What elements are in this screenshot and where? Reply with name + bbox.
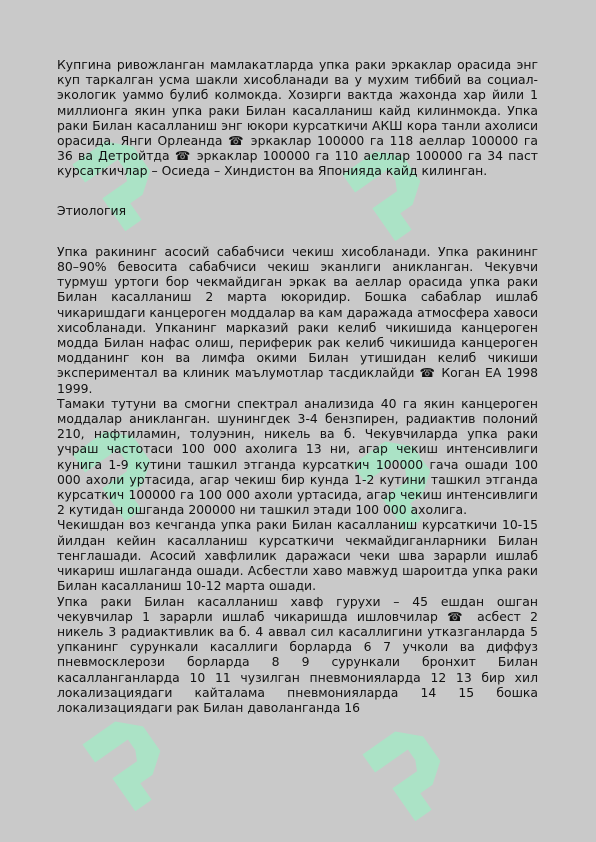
- paragraph-3: Чекишдан воз кечганда упка раки Билан касалланиш курсаткичи 10-15 йилдан кейин касалланиш курсаткичи чекмайдиганларники Билан тенглашади. Асосий хавфлилик даражаси чеки шва зарарли ишлаб чикариш ишлаганда ошади. Асбестли хаво мавжуд шароитда упка раки Билан касалланиш 10-12 марта ошади.: [57, 517, 538, 594]
- document-body: [57, 57, 538, 715]
- watermark-shape-6: [362, 720, 460, 824]
- paragraph-4: Упка раки Билан касалланиш хавф гурухи – 45 ешдан ошган чекувчилар 1 зарарли ишлаб чикаришда ишловчилар ☎ асбест 2 никель 3 радиактивлик ва б. 4 аввал сил касаллигини утказганларда 5 упканинг сурункали касаллиги борларда 6 7 учколи ва диффуз пневмосклерози борларда 8 9 сурункали бронхит Билан касалланганларда 10 11 чузилган пневмонияларда 12 13 бир хил локализациядаги кайталама пневмонияларда 14 15 бошка локализациядаги рак Билан даволанганда 16: [57, 593, 538, 715]
- watermark-shape-5: [82, 710, 180, 814]
- intro-paragraph: Купгина ривожланган мамлакатларда упка раки эркаклар орасида энг куп таркалган усма шакли хисобланади ва у мухим тиббий ва социал-экологик уаммо булиб колмокда. Хозирги вактда жахонда хар йили 1 миллионга якин упка раки Билан касалланиш кайд килинмокда. Упка раки Билан касалланиш энг юкори курсаткичи АКШ кора танли ахолиси орасида. Янги Орлеанда ☎ эркаклар 100000 га 118 аеллар 100000 га 36 ва Детройтда ☎ эркаклар 100000 га 110 аеллар 100000 га 34 паст курсаткичлар – Осиеда – Хиндистон ва Японияда кайд килинган.: [57, 57, 538, 179]
- paragraph-2: Тамаки тутуни ва смогни спектрал анализида 40 га якин канцероген моддалар аникланган. шунингдек 3-4 бензпирен, радиактив полоний 210, нафтиламин, толуэнин, никель ва б. Чекувчиларда упка раки учраш частотаси 100 000 ахолига 13 ни, агар чекиш интенсивлиги кунига 1-9 кутини ташкил этганда курсаткич 100000 гача ошади 100 000 ахоли уртасида, агар чекиш бир кунда 1-2 кутини ташкил этганда курсаткич 100000 га 100 000 ахоли уртасида, агар чекиш интенсивлиги 2 кутидан ошганда 200000 ни ташкил этади 100 000 ахолига.: [57, 395, 538, 518]
- paragraph-1: Упка ракининг асосий сабабчиси чекиш хисобланади. Упка ракининг 80–90% бевосита сабабчиси чекиш эканлиги аникланган. Чекувчи турмуш уртоги бор чекмайдиган эркак ва аеллар орасида упка раки Билан касалланиш 2 марта юкоридир. Бошка сабаблар ишлаб чикаришдаги канцероген моддалар ва кам даражада атмосфера хавоси хисобланади. Упканинг марказий раки келиб чикишида канцероген модда Билан нафас олиш, периферик рак келиб чикишида канцероген модданинг кон ва лимфа окими Билан утишидан келиб чикиши экспериментал ва клиник маълумотлар тасдиклайди ☎ Коган ЕА 1998 1999.: [57, 243, 538, 396]
- watermark-mark-5: [82, 710, 180, 814]
- watermark-mark-6: [362, 720, 460, 824]
- section-heading: Этиология: [57, 202, 127, 218]
